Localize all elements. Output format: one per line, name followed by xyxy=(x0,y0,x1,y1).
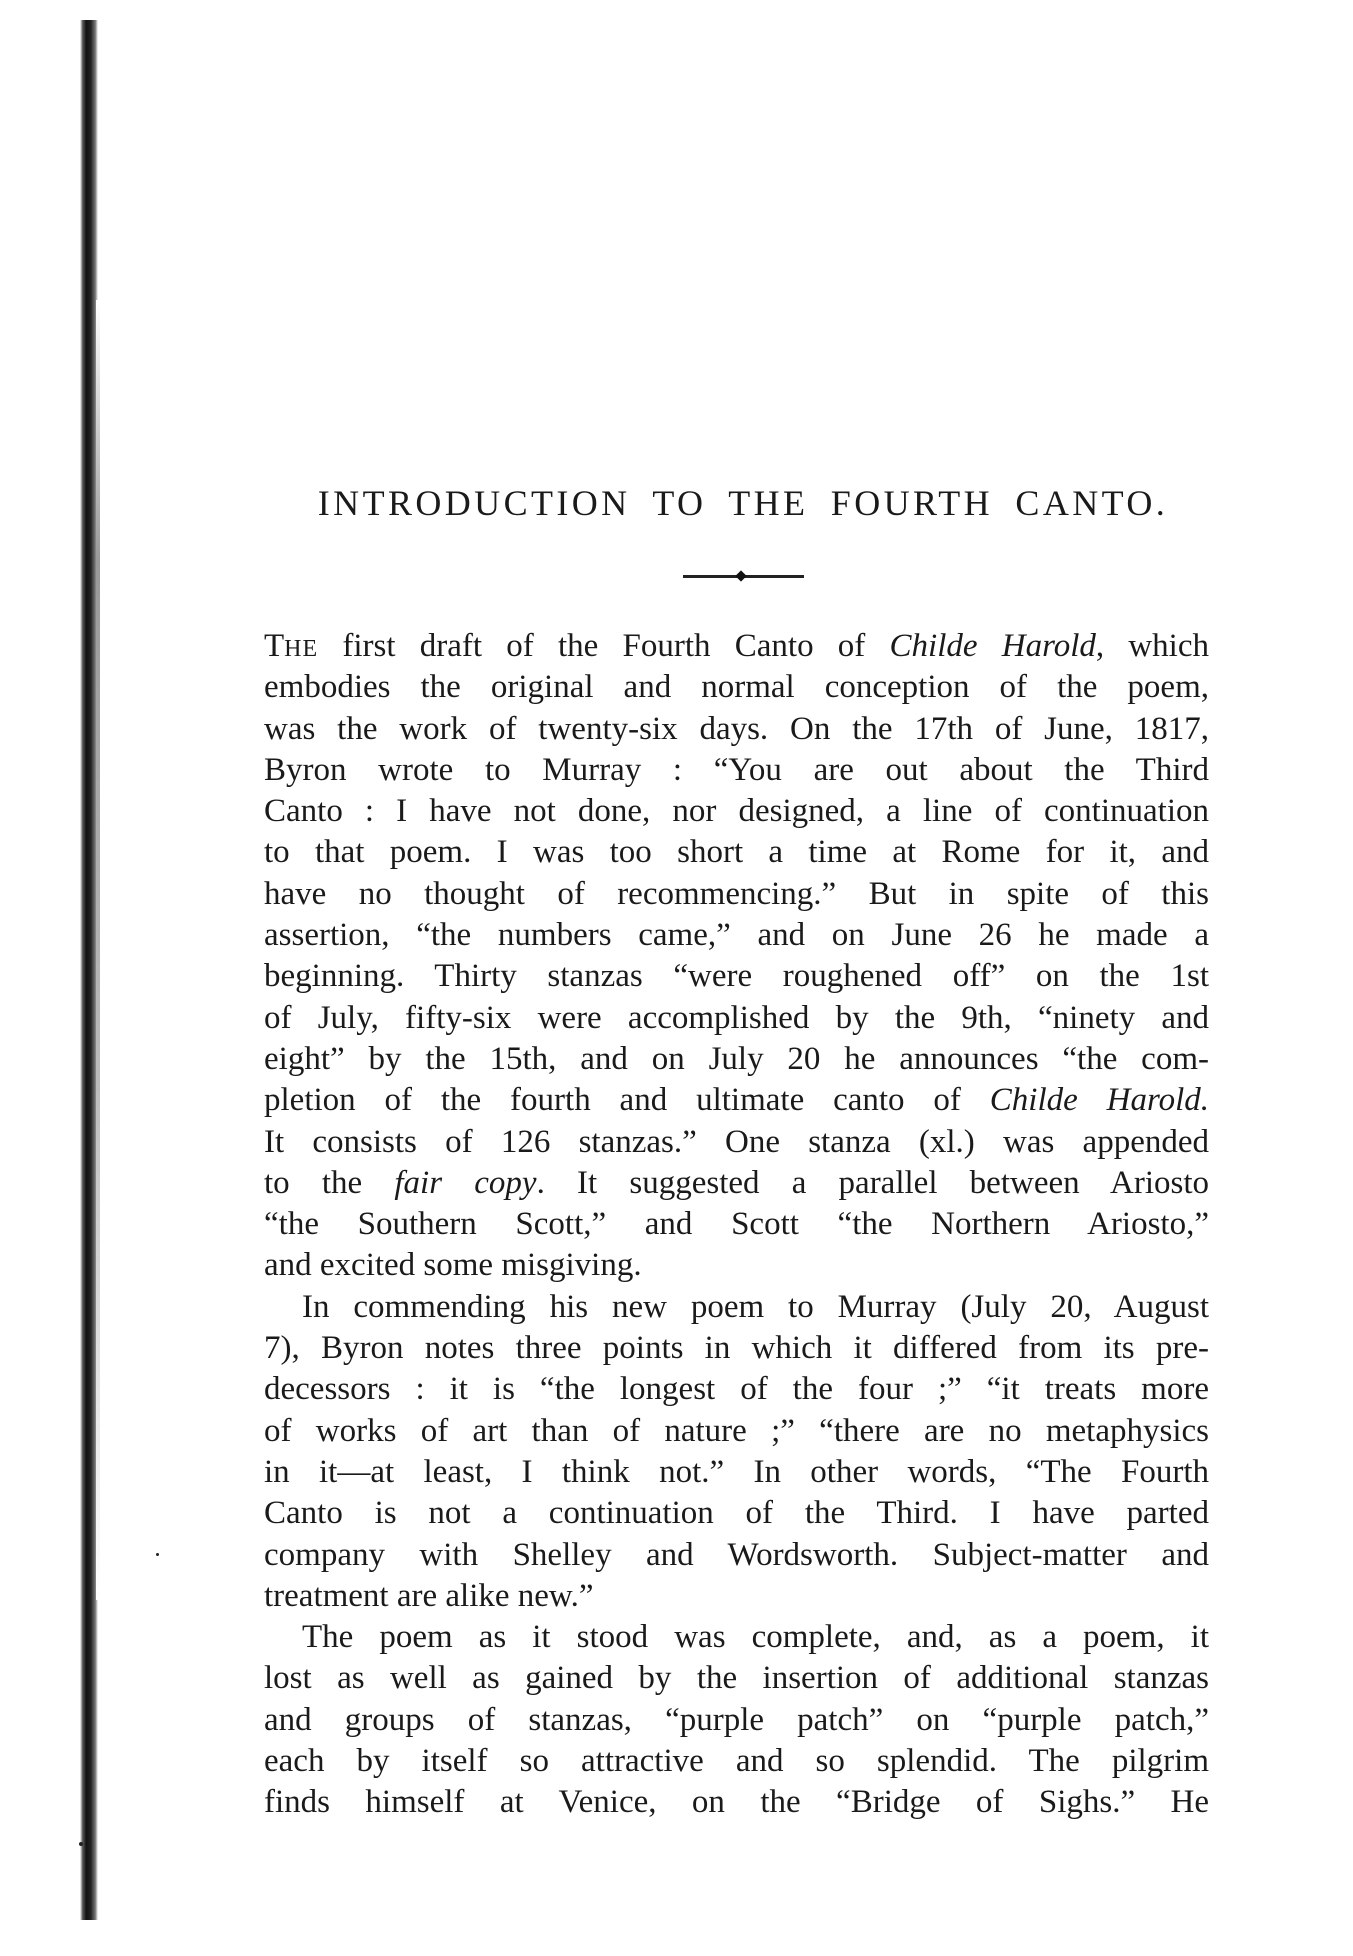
text-segment: treatment are alike new.” xyxy=(264,1577,594,1614)
text-line xyxy=(264,956,1209,997)
text-segment: in it—at least, I think not.” In other words, “The Fourth xyxy=(264,1453,1209,1490)
text-segment: decessors : it is “the longest of the four ;” “it treats more xyxy=(264,1371,1209,1408)
text-segment: pletion of the fourth and ultimate canto of xyxy=(264,1082,990,1119)
text-segment: It consists of 126 stanzas.” One stanza (xl.) was appended xyxy=(264,1123,1209,1160)
text-segment: and groups of stanzas, “purple patch” on “purple patch,” xyxy=(264,1701,1209,1738)
text-segment: embodies the original and normal conception of the poem, xyxy=(264,669,1209,706)
text-segment: eight” by the 15th, and on July 20 he announces “the com- xyxy=(264,1040,1209,1077)
ornamental-divider xyxy=(683,575,804,578)
text-segment: Canto is not a continuation of the Third. I have parted xyxy=(264,1495,1209,1532)
text-segment: The poem as it stood was complete, and, as a poem, it xyxy=(302,1619,1209,1656)
text-line xyxy=(264,1122,1209,1163)
divider-ornament-icon xyxy=(735,570,746,581)
text-line xyxy=(264,1245,1209,1286)
italic-text: Childe Harold xyxy=(889,628,1096,664)
text-line xyxy=(264,1782,1209,1823)
text-segment: T xyxy=(264,628,285,664)
text-line xyxy=(264,874,1209,915)
text-line xyxy=(264,832,1209,873)
text-line xyxy=(264,1452,1209,1493)
text-line xyxy=(264,1080,1209,1121)
text-segment: finds himself at Venice, on the “Bridge of Sighs.” He xyxy=(264,1784,1209,1821)
text-segment: . It suggested a parallel between Ariosto xyxy=(536,1164,1209,1201)
text-line xyxy=(264,1328,1209,1369)
text-line xyxy=(264,667,1209,708)
text-segment: to that poem. I was too short a time at Rome for it, and xyxy=(264,834,1209,871)
italic-text: fair copy xyxy=(394,1164,537,1201)
body-text xyxy=(264,626,1209,1824)
text-line xyxy=(264,626,1209,667)
text-line xyxy=(264,998,1209,1039)
text-segment: each by itself so attractive and so splendid. The pilgrim xyxy=(264,1743,1209,1780)
text-line xyxy=(264,1741,1209,1782)
text-segment: to the xyxy=(264,1164,395,1201)
text-segment: beginning. Thirty stanzas “were roughened off” on the 1st xyxy=(264,958,1209,995)
text-segment: assertion, “the numbers came,” and on June 26 he made a xyxy=(264,917,1209,954)
text-segment: Byron wrote to Murray : “You are out about the Third xyxy=(264,751,1209,788)
text-segment: In commending his new poem to Murray (July 20, August xyxy=(302,1288,1209,1325)
text-segment: of works of art than of nature ;” “there are no metaphysics xyxy=(264,1412,1209,1449)
text-line xyxy=(264,1617,1209,1658)
text-segment: Canto : I have not done, nor designed, a line of continuation xyxy=(264,793,1209,830)
text-line xyxy=(264,1535,1209,1576)
text-line xyxy=(264,1204,1209,1245)
italic-text: Childe Harold. xyxy=(989,1082,1209,1119)
text-segment: of July, fifty-six were accomplished by the 9th, “ninety and xyxy=(264,999,1209,1036)
text-segment: , which xyxy=(1095,628,1209,664)
text-line xyxy=(264,1039,1209,1080)
text-line xyxy=(264,1369,1209,1410)
text-line xyxy=(264,1411,1209,1452)
text-segment: “the Southern Scott,” and Scott “the Northern Ariosto,” xyxy=(264,1206,1209,1243)
text-line xyxy=(264,1576,1209,1617)
text-segment: HE xyxy=(284,636,319,662)
text-line xyxy=(264,791,1209,832)
text-line xyxy=(264,1700,1209,1741)
ink-speck xyxy=(79,1842,83,1846)
text-segment: first draft of the Fourth Canto of xyxy=(318,628,890,664)
text-segment: company with Shelley and Wordsworth. Subject-matter and xyxy=(264,1536,1209,1573)
ink-speck xyxy=(156,1553,159,1556)
binding-shadow xyxy=(96,300,100,1600)
text-line xyxy=(264,915,1209,956)
text-line xyxy=(264,709,1209,750)
text-segment: have no thought of recommencing.” But in spite of this xyxy=(264,875,1209,912)
text-segment: and excited some misgiving. xyxy=(264,1247,642,1284)
chapter-title: INTRODUCTION TO THE FOURTH CANTO. xyxy=(317,483,1169,523)
text-line xyxy=(264,1163,1209,1204)
text-line xyxy=(264,750,1209,791)
text-line xyxy=(264,1287,1209,1328)
text-segment: 7), Byron notes three points in which it differed from its pre- xyxy=(264,1330,1209,1367)
text-segment: lost as well as gained by the insertion of additional stanzas xyxy=(264,1660,1209,1697)
text-segment: was the work of twenty-six days. On the 17th of June, 1817, xyxy=(264,710,1209,747)
text-line xyxy=(264,1658,1209,1699)
text-line xyxy=(264,1493,1209,1534)
